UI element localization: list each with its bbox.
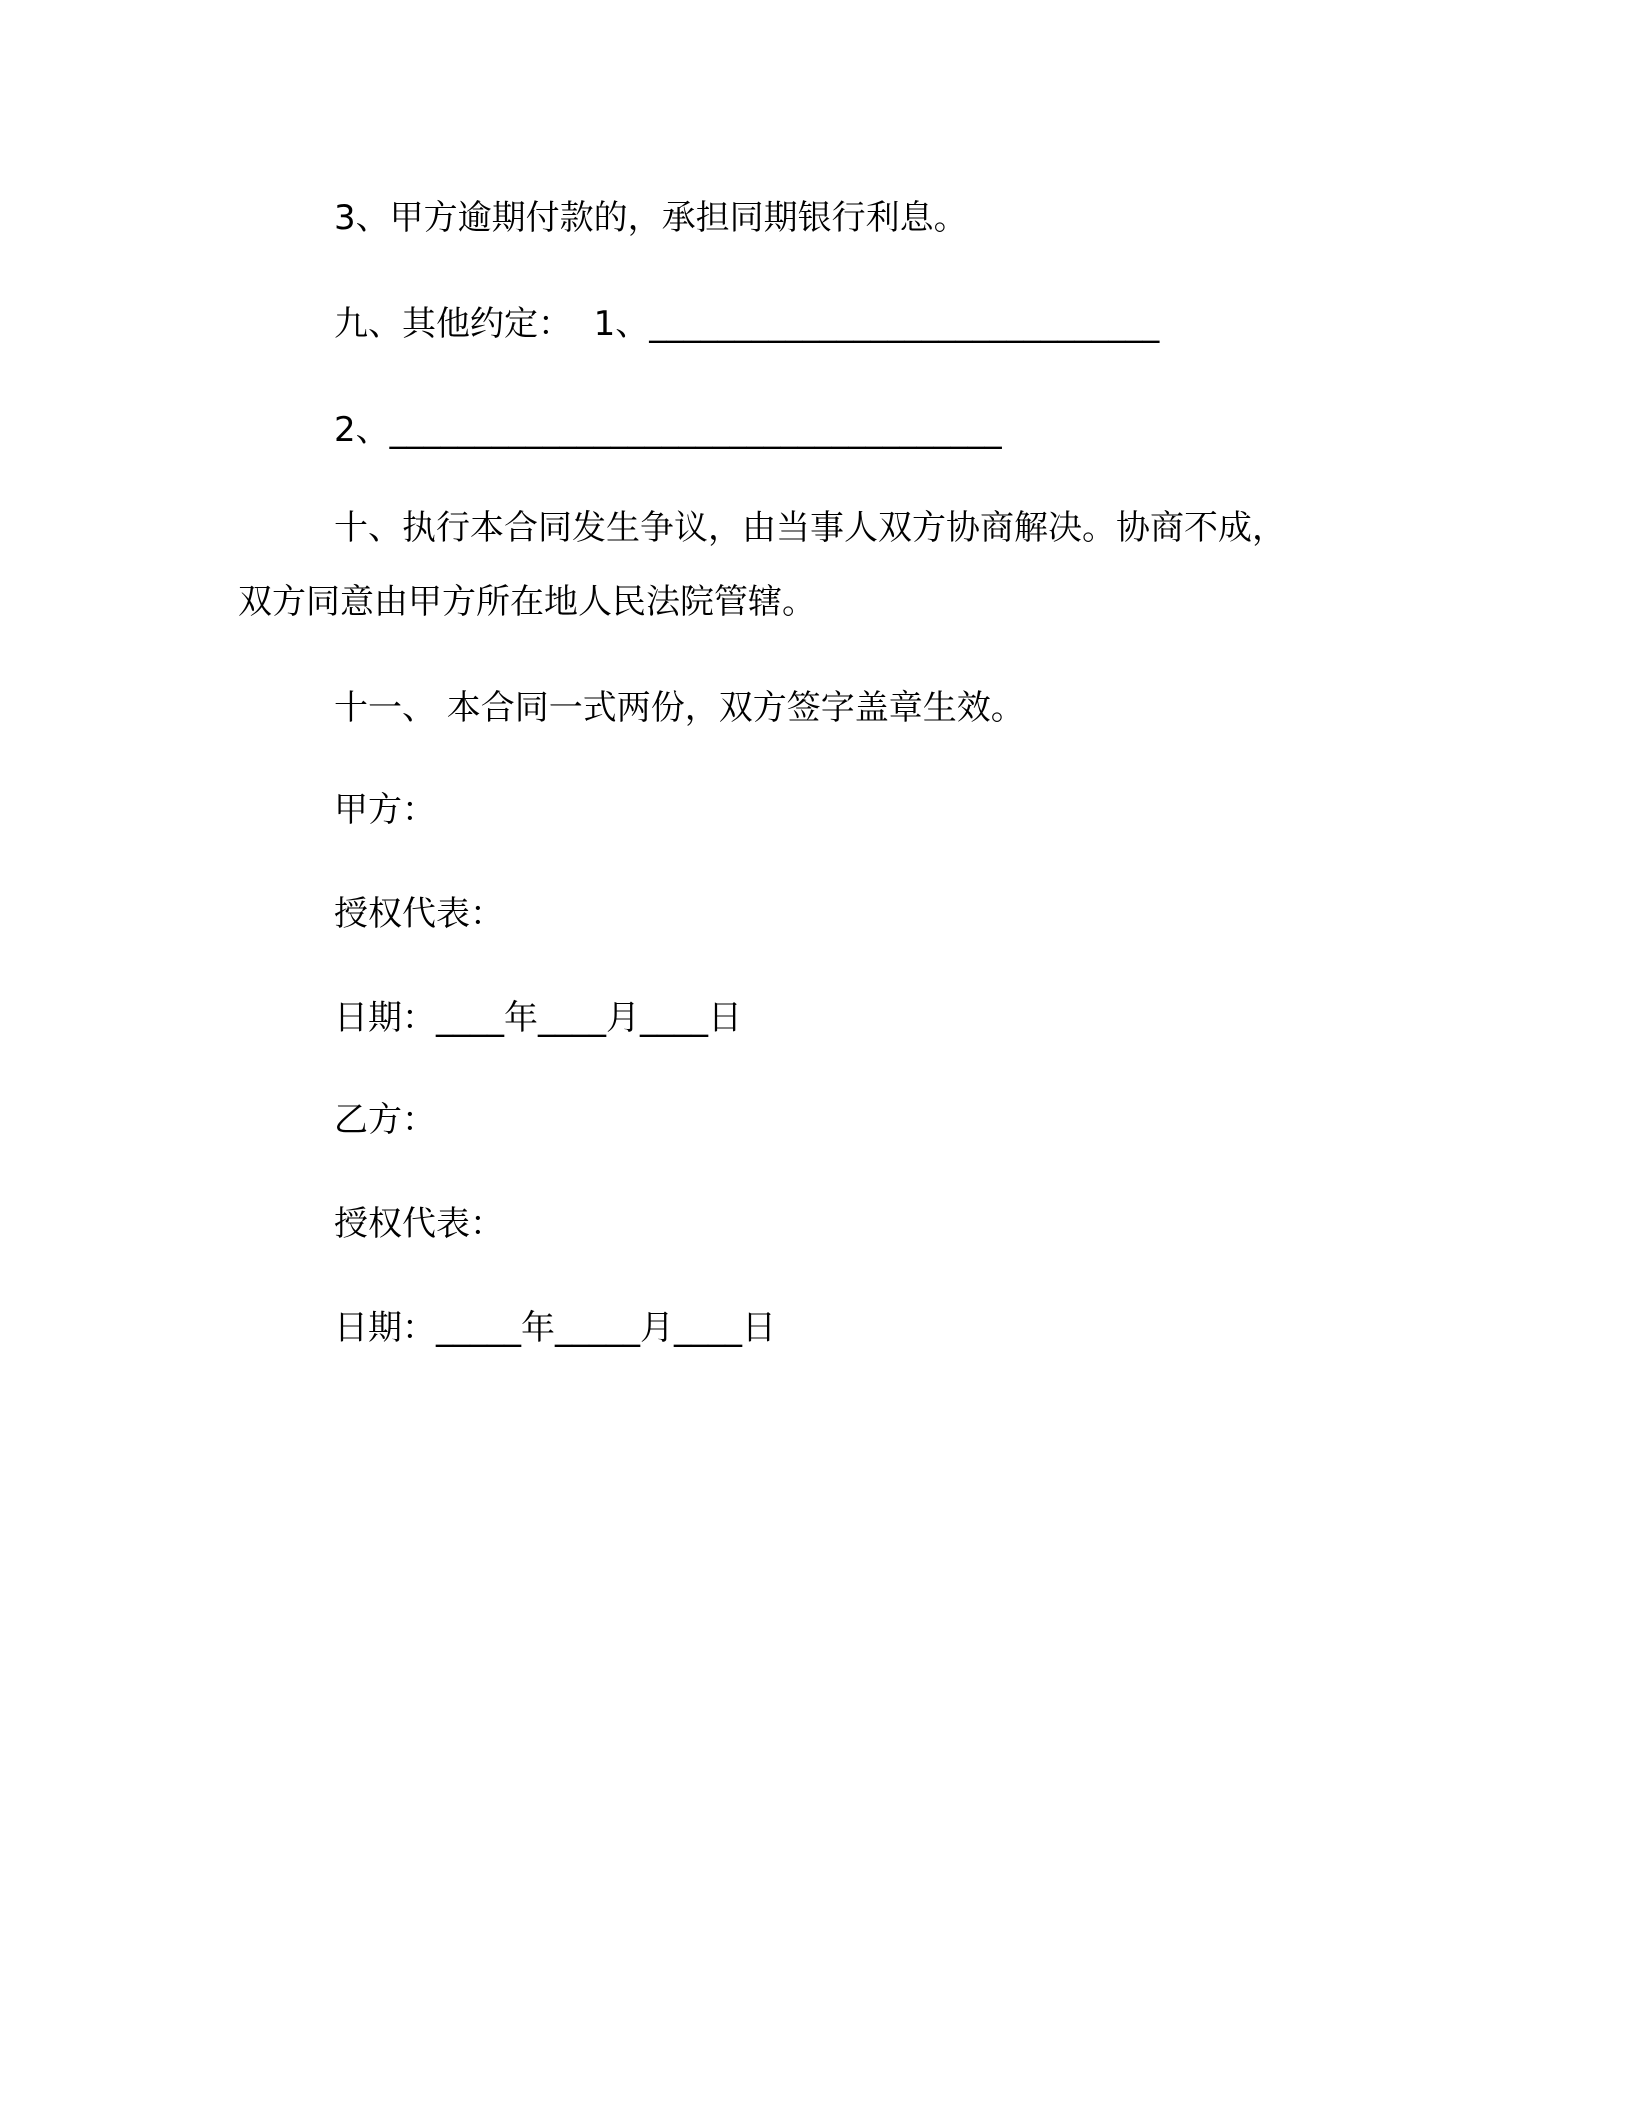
party-b-representative: 授权代表： <box>334 1204 504 1244</box>
party-a-date: 日期：____年____月____日 <box>334 998 742 1038</box>
clause-10-line-1: 十、执行本合同发生争议，由当事人双方协商解决。协商不成， <box>334 508 1286 548</box>
clause-11: 十一、 本合同一式两份，双方签字盖章生效。 <box>334 688 1025 728</box>
party-a-label: 甲方： <box>334 790 436 830</box>
clause-8-item-3: 3、甲方逾期付款的，承担同期银行利息。 <box>334 198 968 238</box>
party-b-date: 日期：_____年_____月____日 <box>334 1308 776 1348</box>
clause-9-item-2: 2、____________________________________ <box>334 410 1002 450</box>
clause-10-line-2: 双方同意由甲方所在地人民法院管辖。 <box>238 582 816 622</box>
clause-9-item-1: 九、其他约定： 1、______________________________ <box>334 304 1160 344</box>
party-b-label: 乙方： <box>334 1100 436 1140</box>
party-a-representative: 授权代表： <box>334 894 504 934</box>
